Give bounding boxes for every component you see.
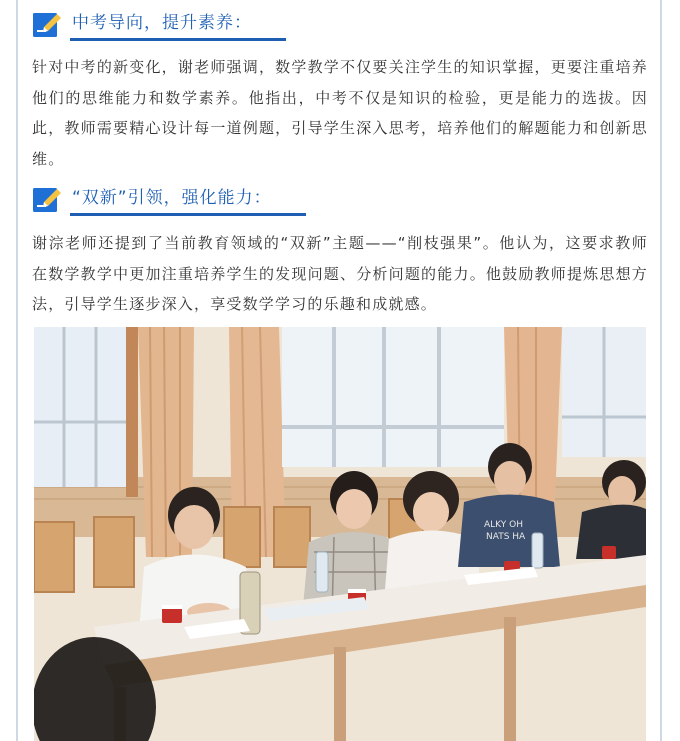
section-title-wrap bbox=[70, 185, 272, 209]
shirt-print: ALKY OH bbox=[484, 520, 523, 530]
title-underline bbox=[70, 213, 306, 216]
meeting-photo-illustration bbox=[34, 327, 646, 741]
shirt-print: NATS HA bbox=[486, 532, 526, 542]
section-heading-1 bbox=[32, 10, 252, 44]
meeting-photo bbox=[34, 327, 646, 741]
edit-note-icon bbox=[32, 10, 62, 40]
edit-note-icon bbox=[32, 185, 62, 215]
paragraph-2: 谢淙老师还提到了当前教育领域的“双新”主题——“削枝强果”。他认为，这要求教师在数学教学中更加注重培养学生的发现问题、分析问题的能力。他鼓励教师提炼思想方法，引导学生逐步深入，享受数学学习的乐趣和成就感。 bbox=[32, 234, 648, 313]
section-title: “双新”引领，强化能力： bbox=[72, 188, 272, 208]
section-title-wrap bbox=[70, 10, 252, 34]
title-underline bbox=[70, 38, 286, 41]
section-title: 中考导向，提升素养： bbox=[72, 13, 252, 33]
paragraph-1: 针对中考的新变化，谢老师强调，数学教学不仅要关注学生的知识掌握，更要注重培养他们的思维能力和数学素养。他指出，中考不仅是知识的检验，更是能力的选拔。因此，教师需要精心设计每一道例题，引导学生深入思考，培养他们的解题能力和创新思维。 bbox=[32, 58, 648, 168]
section-heading-2 bbox=[32, 185, 272, 219]
